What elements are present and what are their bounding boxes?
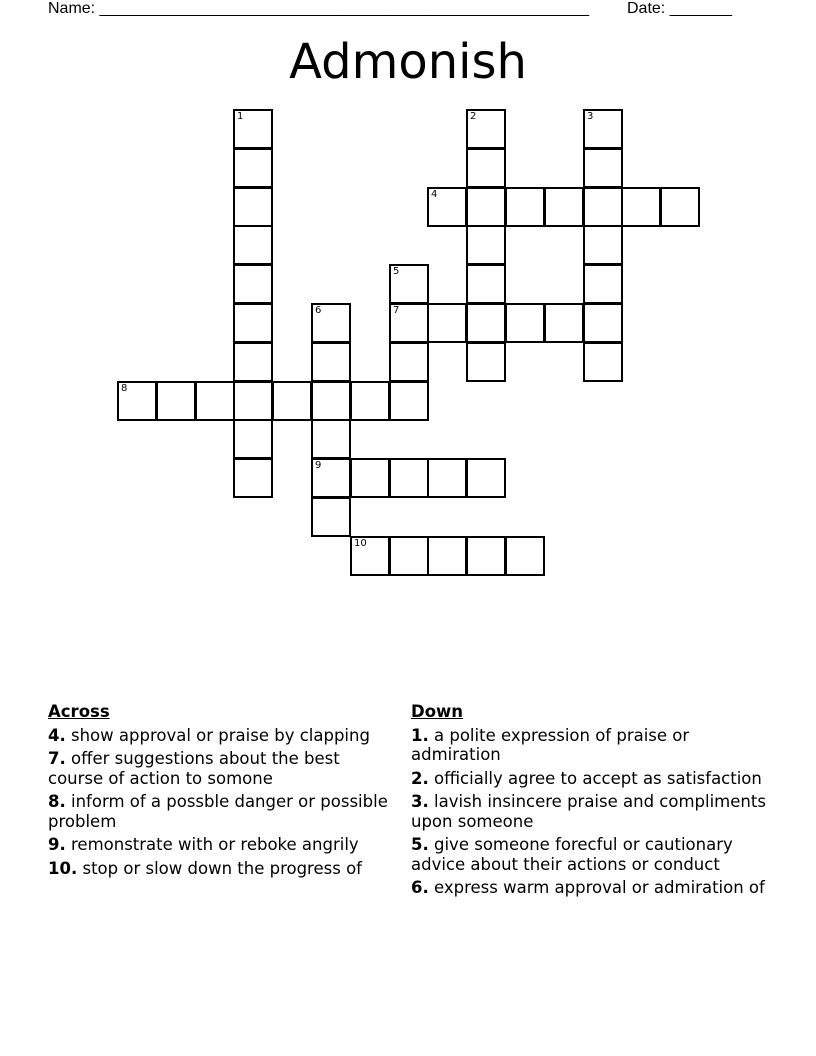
grid-cell[interactable] (466, 458, 506, 498)
grid-cell[interactable] (466, 342, 506, 382)
name-line: Name: _______________________________________________________ (48, 0, 589, 17)
puzzle-title: Admonish (289, 34, 527, 90)
grid-cell[interactable] (233, 381, 273, 421)
clue-down-3: 3. lavish insincere praise and compliments upon someone (411, 792, 766, 831)
grid-cell[interactable] (389, 264, 429, 304)
clue-down-6: 6. express warm approval or admiration of (411, 878, 765, 897)
grid-cell[interactable] (350, 458, 390, 498)
grid-cell[interactable] (583, 342, 623, 382)
clue-number: 3 (587, 111, 594, 122)
clue-across-8: 8. inform of a possble danger or possible problem (48, 792, 388, 831)
grid-cell[interactable] (311, 381, 351, 421)
grid-cell[interactable] (466, 303, 506, 343)
grid-cell[interactable] (311, 458, 351, 498)
grid-cell[interactable] (233, 225, 273, 265)
grid-cell[interactable] (583, 109, 623, 149)
grid-cell[interactable] (583, 303, 623, 343)
grid-cell[interactable] (311, 419, 351, 459)
grid-cell[interactable] (350, 381, 390, 421)
grid-cell[interactable] (505, 187, 545, 227)
grid-cell[interactable] (621, 187, 661, 227)
grid-cell[interactable] (389, 303, 429, 343)
grid-cell[interactable] (583, 148, 623, 188)
grid-cell[interactable] (233, 187, 273, 227)
grid-cell[interactable] (466, 187, 506, 227)
clue-number: 8 (121, 383, 128, 394)
clue-across-7: 7. offer suggestions about the best course of action to somone (48, 749, 340, 788)
grid-cell[interactable] (466, 225, 506, 265)
grid-cell[interactable] (427, 536, 467, 576)
grid-cell[interactable] (427, 303, 467, 343)
clue-number: 9 (315, 460, 322, 471)
across-heading: Across (48, 702, 110, 721)
grid-cell[interactable] (233, 458, 273, 498)
grid-cell[interactable] (311, 342, 351, 382)
date-line: Date: _______ (627, 0, 732, 17)
grid-cell[interactable] (466, 109, 506, 149)
clue-across-9: 9. remonstrate with or reboke angrily (48, 835, 359, 854)
grid-cell[interactable] (233, 303, 273, 343)
clue-number: 5 (393, 266, 400, 277)
grid-cell[interactable] (427, 458, 467, 498)
clue-number: 10 (354, 538, 367, 549)
grid-cell[interactable] (544, 187, 584, 227)
down-clues (411, 702, 781, 902)
grid-cell[interactable] (311, 497, 351, 537)
grid-cell[interactable] (233, 148, 273, 188)
grid-cell[interactable] (544, 303, 584, 343)
grid-cell[interactable] (583, 225, 623, 265)
grid-cell[interactable] (233, 109, 273, 149)
clue-down-2: 2. officially agree to accept as satisfaction (411, 768, 762, 788)
grid-cell[interactable] (505, 536, 545, 576)
clue-across-10: 10. stop or slow down the progress of (48, 858, 362, 878)
clue-down-5: 5. give someone forecful or cautionary advice about their actions or conduct (411, 835, 733, 874)
grid-cell[interactable] (272, 381, 312, 421)
grid-cell[interactable] (660, 187, 700, 227)
grid-cell[interactable] (156, 381, 196, 421)
down-heading: Down (411, 702, 464, 721)
grid-cell[interactable] (233, 419, 273, 459)
grid-cell[interactable] (583, 187, 623, 227)
grid-cell[interactable] (117, 381, 157, 421)
grid-cell[interactable] (583, 264, 623, 304)
grid-cell[interactable] (466, 264, 506, 304)
grid-cell[interactable] (427, 187, 467, 227)
grid-cell[interactable] (389, 458, 429, 498)
clue-number: 1 (237, 111, 244, 122)
grid-cell[interactable] (233, 342, 273, 382)
clue-number: 2 (470, 111, 477, 122)
clue-number: 7 (393, 305, 400, 316)
grid-cell[interactable] (389, 536, 429, 576)
clue-number: 6 (315, 305, 322, 316)
grid-cell[interactable] (466, 536, 506, 576)
clue-down-1: 1. a polite expression of praise or admiration (411, 725, 690, 764)
grid-cell[interactable] (195, 381, 235, 421)
grid-cell[interactable] (311, 303, 351, 343)
grid-cell[interactable] (233, 264, 273, 304)
across-clues (48, 702, 393, 882)
grid-cell[interactable] (505, 303, 545, 343)
clue-across-4: 4. show approval or praise by clapping (48, 725, 370, 745)
grid-cell[interactable] (389, 381, 429, 421)
clue-number: 4 (431, 189, 438, 200)
grid-cell[interactable] (389, 342, 429, 382)
grid-cell[interactable] (350, 536, 390, 576)
grid-cell[interactable] (466, 148, 506, 188)
